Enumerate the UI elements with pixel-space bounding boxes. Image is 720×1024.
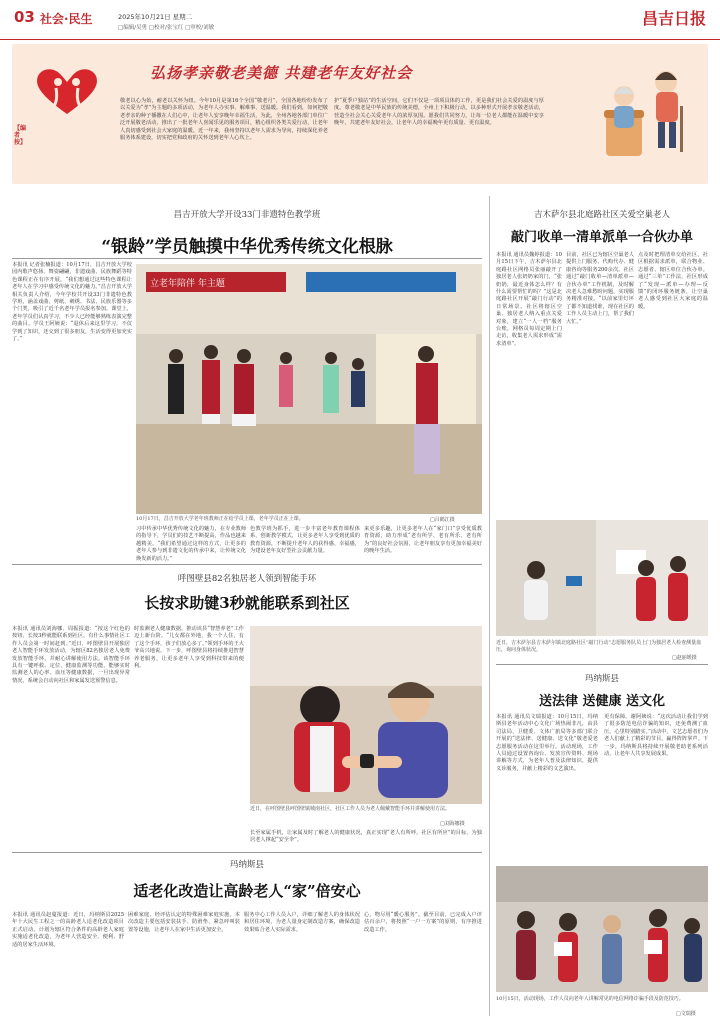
editorial-text-1: 敬老以心为始，耐老以关怀为纽。今年10月是第16个全国“敬老月”，全国各地纷纷发布了以关爱为“孝”为主题的多项活动，为老年人办实事、解难事、送温暖。我们看到，如何把敬老孝亲的种子播撒在人们心中，让老年人安享晚年幸福生活，为此，全州各地各部门单位广泛开展敬老活动，推出了一批老年人喜闻乐见的服务项目，精心组织各类关爱行动，让老年人真切感受到社会大家庭的温暖。近一年来，我州坚持以老年人需求为导向，持续深化养老服务体系建设，切实把党和政府的关怀送到老年人心坎上。: [120, 98, 328, 142]
masthead: [0, 0, 720, 40]
article-5-kicker: 玛纳斯县: [584, 674, 619, 684]
article-5-headline: 送法律 送健康 送文化: [538, 694, 666, 709]
divider: [12, 564, 482, 565]
article-1-photo: [136, 264, 482, 514]
editorial-tag: 【编者按】: [14, 125, 27, 146]
section-title: 社会·民生: [40, 12, 93, 26]
article-3-kicker: 玛纳斯县: [229, 860, 264, 870]
divider: [12, 258, 482, 259]
article-1-body-col4: 来更多乐趣，让更多老年人在“家门口”享受优质教育资源，助力形成“老有所学、老有所乐、老有所为”的良好社会氛围，让老年朋友享有更加幸福美好的晚年生活。: [364, 526, 482, 555]
article-4-photo: [496, 520, 708, 636]
issue-date: 2025年10月21日 星期二: [118, 13, 193, 21]
article-5-body-col2: 更有保障。谢阿姨说：“这次活动让我们学到了很多防范电信诈骗的知识，还免费测了血压，心里特别踏实。”活动中，文艺志愿者们为老人们献上了精彩的节目，赢得阵阵掌声。下一步，玛纳斯县将持续开展敬老助老系列活动，让老年人共享发展成果。: [604, 714, 708, 758]
article-2-kicker: 呼图壁县82名独居老人领到智能手环: [177, 574, 317, 584]
article-2-photo: [250, 626, 482, 804]
article-4-body-col1: 本报讯 通讯员魏婷报道：10月15日下午，吉木萨尔县北庭路社区网格员张丽敲开了独居老人张奶奶家的门，“张奶奶，最近身体怎么样？有什么需要帮忙的吗？”这是北庭路社区开展“敲门行动”的日常场景。社区将辖区空巢、独居老人纳入重点关爱对象，建立“一人一档”服务台账，网格员每周定期上门走访，收集老人需求形成“需求清单”。: [496, 252, 562, 347]
editor-credits: □编辑/吴勇 □校对/张宝红 □审校/刘敏: [118, 25, 215, 31]
elderly-performance-photo: [136, 264, 482, 514]
page-number: 03: [14, 8, 35, 26]
article-4-kicker: 吉木萨尔县北庭路社区关爱空巢老人: [533, 210, 670, 220]
article-3-body-col4: 心，物尽用“暖心服务”。截至目前，已完成入户评估百余户，将按照“一户一方案”的原则，有序推进改造工作。: [364, 912, 482, 933]
article-2-body-col3: 长至家属手机，让家属及时了解老人的健康状况，真正实现“老人有所呼，社区有所应”的目标，为独居老人撑起“安全伞”。: [250, 830, 482, 844]
article-4-photo-credit: □赵丽媛摄: [672, 655, 697, 661]
article-1-body-col2: 习中传承中华优秀传统文化的魅力，在专业教师的指导下，学员们的技艺不断提高，作品也越来越精美。“我们希望通过这样的方式，让更多的老年人参与到非遗文化的传承中来，让传统文化焕发新的活力。”: [136, 526, 246, 562]
divider: [496, 664, 708, 665]
community-visit-photo: [496, 520, 708, 636]
article-2-body-col2: 时监测老人健康数据，推动该县“智慧养老”工作迈上新台阶。“儿女都在外地，我一个人住，有了这个手环，孩子们放心多了。”领到手环的王大爷高兴地说。下一步，呼图壁县将持续推进智慧养老服务，让更多老年人享受到科技带来的便利。: [134, 626, 244, 670]
divider: [12, 852, 482, 853]
article-5-photo-caption: 10月15日，活动现场，工作人员向老年人讲解常见的电信网络诈骗手段及防范技巧。: [496, 996, 684, 1002]
article-5-body-col1: 本报讯 通讯员文瑞报道：10月15日，玛纳斯县老年活动中心文化广场热闹非凡，由县司法局、卫健委、文体广旅局等多部门联合开展的“送法律、送健康、送文化”敬老爱老志愿服务活动在这里举行。活动现场，工作人员通过设置咨询台、发放宣传资料、现场讲解等方式，为老年人普及法律知识，提供义诊服务，并献上精彩的文艺演出。: [496, 714, 598, 772]
smart-wristband-photo: [250, 626, 482, 804]
article-1-photo-caption: 10月17日，昌吉开放大学老年班教师正在给学员上课，老年学员正在上课。: [136, 516, 304, 522]
article-1-photo-credit: □吕鹤江摄: [430, 517, 455, 523]
article-4-photo-caption: 近日，吉木萨尔县吉木萨尔镇北庭路社区“敲门行动”志愿服务队员上门为独居老人检查测量血压，询问身体状况。: [496, 640, 702, 653]
article-1-body-col1: 本报讯 记者张楠报道：10月17日，昌吉开放大学校园内歌声悠扬、舞姿翩翩，非遗戏曲、民族舞蹈等特色课程正在有序开展。“我们想通过这些特色课程让老年人在学习中感受传统文化的魅力。”昌吉开放大学相关负责人介绍，今年学校共开设33门非遗特色教学班，涵盖戏曲、剪纸、刺绣、书法、民族乐器等多个门类，吸引了近千名老年学员报名参加。课堂上，老年学员们认真学习，不少人已经能够熟练表演完整的曲目。学员王阿姨说：“退休后来这里学习，不仅学到了知识，还交到了很多朋友，生活变得更加充实了。”: [12, 262, 132, 343]
article-5-photo: [496, 866, 708, 992]
article-2-photo-caption: 近日，在呼图壁县呼图壁镇城南社区，社区工作人员为老人佩戴智能手环并讲解使用方法。: [250, 806, 451, 812]
article-3-body-col3: 服务中心工作人员入户，详细了解老人的身体状况和居住环境，为老人量身定制改造方案，确保改造效果贴合老人实际需求。: [244, 912, 360, 933]
article-3-body-col1: 本报讯 通讯员赵蔓报道：近日，玛纳斯县2025年十大民生工程之一的高龄老人适老化改造项目正式启动，计划为辖区符合条件的高龄老人家庭实施适老化改造，为老年人营造安全、便利、舒适的居家生活环境。: [12, 912, 124, 948]
article-5-photo-credit: □文瑞摄: [676, 1011, 696, 1017]
column-divider: [489, 196, 490, 1016]
article-1-body-col3: 色教学班为抓手，进一步丰富老年教育课程体系，创新教学模式，让更多老年人享受到优质的教育资源，不断提升老年人的获得感、幸福感，为建设老年友好型社会贡献力量。: [250, 526, 360, 555]
elderly-couple-illustration: [600, 56, 700, 166]
newspaper-logo: 昌吉日报: [641, 9, 706, 28]
article-2-photo-credit: □刘海娜摄: [440, 821, 465, 827]
editorial-text-2: 护“夏季户独站”的生活空间，它们不仅是一项项具体的工作，更是我们社会关爱的温度与厚度。尊老敬老是中华民族的传统美德，全州上下积极行动，以多种形式开展孝亲敬老活动，营造全社会关心关爱老年人的浓厚氛围。愿我们共同努力，让每一位老人都能在温暖中安享晚年，共建老年友好社会，让老年人的幸福晚年更有质量、更有温度。: [334, 98, 544, 127]
article-3-headline: 适老化改造让高龄老人“家”倍安心: [133, 882, 361, 900]
article-2-headline: 长按求助键3秒就能联系到社区: [144, 594, 350, 612]
legal-outreach-photo: [496, 866, 708, 992]
banner-slogan: 弘扬孝亲敬老美德 共建老年友好社会: [150, 64, 413, 82]
article-4-body-col2: 目前，社区已为辖区空巢老人提供上门服务、代购代办、健康咨询等服务200余次。社区通过“敲门收单—清单派单—合伙办单”工作机制，及时解决老人急难愁盼问题，实现服务精准对接。“以前家里灯坏了都不知道找谁，现在社区的工作人员主动上门，帮了我们大忙。”: [566, 252, 634, 325]
article-1-photo-banner: 立老年陪伴 年主题: [150, 279, 225, 289]
heart-elderly-icon: [32, 66, 102, 118]
article-1-headline: “银龄”学员触摸中华优秀传统文化根脉: [101, 237, 393, 257]
article-1-kicker: 昌吉开放大学开设33门非遗特色教学班: [173, 210, 321, 220]
article-3-body-col2: 困难家庭、经评估认定的特殊困难家庭实施。本次改造主要包括安装扶手、防滑垫、紧急呼叫装置等设施，让老年人在家中生活更加安全。: [128, 912, 240, 933]
article-2-body-col1: 本报讯 通讯员刘海娜、周振报道：“按这个红色的按钮，长按3秒就能联系到社区，有什么事情社区工作人员会第一时间赶到。”近日，呼图壁县开展独居老人智能手环发放活动，为辖区82名独居老人免费发放智能手环，并耐心讲解使用方法。该智能手环具有一键呼救、定位、健康监测等功能，能够实时监测老人的心率、血压等健康数据，一旦出现异常情况，系统会自动向社区和家属发送预警信息。: [12, 626, 130, 684]
article-4-body-col3: 点及时把理清单交给社区，社区根据需求派单，联合物业、志愿者、辖区单位合伙办单。通过“三单”工作法，社区形成了“发现—派单—办理—反馈”的闭环服务链条，让空巢老人感受到社区大家庭的温暖。: [638, 252, 708, 310]
article-4-headline: 敲门收单一清单派单一合伙办单: [510, 230, 693, 245]
